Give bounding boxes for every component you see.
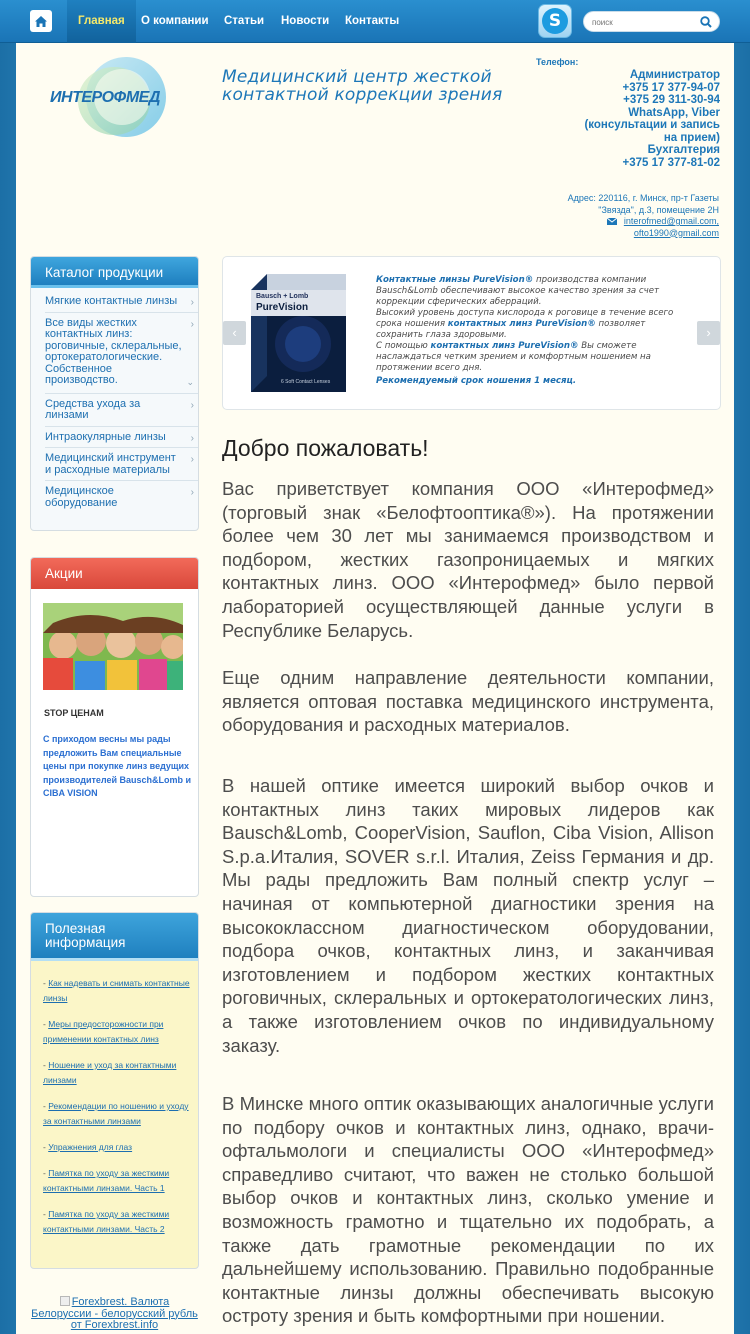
catalog-item-label: Медицинский инструмент и расходные материалы [45,452,176,476]
site-tagline [222,68,522,104]
catalog-item-label: Средства ухода за линзами [45,397,141,421]
forex-banner-link[interactable] [30,1296,199,1332]
catalog-title: Каталог продукции [31,257,198,288]
search-button[interactable] [699,15,713,29]
useful-link[interactable]: Памятка по уходу за жесткими контактными линзами. Часть 1 [43,1168,170,1193]
useful-link[interactable]: Памятка по уходу за жесткими контактными линзами. Часть 2 [43,1209,170,1234]
services-paragraph: В нашей оптике имеется широкий выбор очков и контактных линз таких мировых лидеров как Bausch&Lomb, CooperVision, Sauflon, Ciba Vision, Allison S.p.a.Италия, SOVER s.r.l. Италия, Zeiss Германия и др. Мы рады предложить Вам полный спектр услуг – начиная от компьютерной диагностики зрения на высококлассном диагностическом оборудовании, подбора очков, контактных линз, и заканчивая изготовлением и подбором жестких контактных роговичных, склеральных и ортокератологических линз, а также изготовлением очков по индивидуальному заказу. [222,775,714,1056]
slider-next-button[interactable] [697,321,720,345]
chevron-right-icon: › [190,487,194,498]
catalog-item-label: Интраокулярные линзы [45,430,166,443]
useful-link[interactable]: Ношение и уход за контактными линзами [43,1060,177,1085]
catalog-box [30,256,199,531]
email-link-2[interactable]: ofto1990@gmail.com [633,227,719,238]
intro-paragraph-2: Еще одним направление деятельности компании, является оптовая поставка медицинского инструмента, оборудования и расходных материалов. [222,667,714,736]
home-button[interactable] [30,10,52,32]
address-line: Адрес: 220116, г. Минск, пр-т Газеты [567,193,719,203]
catalog-item-label: Все виды жестких контактных линз: роговичные, склеральные, ортокератологические. Собственное производство. [45,316,182,386]
useful-link[interactable]: Как надевать и снимать контактные линзы [43,978,190,1003]
home-icon [34,15,48,28]
nav-item-articles[interactable]: Статьи [224,15,265,27]
catalog-item-label: Медицинское оборудование [45,485,118,509]
slide-text-part: Вы сможете наслаждаться четким зрением и комфортным ношением на протяжении всего дня. [376,341,651,373]
useful-info-title: Полезная информация [31,913,198,961]
slide-text-part: С помощью [376,341,431,351]
contact-line: +375 17 377-81-02 [622,156,720,169]
phone-label: Телефон: [536,57,579,67]
box-name: PureVision [256,302,309,313]
top-navigation [0,0,750,43]
contact-line: WhatsApp, Viber [628,106,720,119]
search-icon [699,15,713,29]
box-brand: Bausch + Lomb [256,293,309,300]
search-form [583,11,720,32]
contact-line: +375 29 311-30-94 [623,94,720,106]
search-input[interactable] [592,14,692,30]
slide-text-part: Высокий уровень доступа кислорода к роговице в течение всего срока ношения [376,308,674,329]
list-item: - Памятка по уходу за жесткими контактными линзами. Часть 2 [43,1209,170,1234]
list-item: - Меры предосторожности при применении контактных линз [43,1019,164,1044]
promo-link[interactable]: С приходом весны мы рады предложить Вам специальные цены при покупке линз ведущих производителей Bausch&Lomb и CIBA VISION [43,734,192,798]
slide-note: Рекомендуемый срок ношения 1 месяц. [376,376,577,386]
nav-item-home[interactable]: Главная [67,0,136,43]
catalog-item-rigid-lenses[interactable] [45,313,198,394]
promo-title: STOP ЦЕНАМ [44,708,104,718]
catalog-item-equipment[interactable] [45,481,198,513]
catalog-item-instruments[interactable] [45,448,198,481]
contact-line: (консультации и запись [584,119,720,131]
contact-block [545,69,720,169]
slide-text-part: позволяет сохранить глаза здоровыми. [376,319,646,340]
useful-link[interactable]: Меры предосторожности при применении контактных линз [43,1019,164,1044]
intro-paragraph: Вас приветствует компания ООО «Интерофмед» (торговый знак «Белофтооптика®»). На протяжении более чем 30 лет мы занимаемся производством и подбором, жестких газопроницаемых и мягких контактных линз. ООО «Интерофмед» было первой лабораторией осуществляющей данные услуги в Республике Беларусь. [222,478,714,641]
catalog-item-care-products[interactable] [45,394,198,427]
chevron-left-icon: ‹ [232,325,237,340]
nav-item-contacts[interactable]: Контакты [345,15,400,27]
slide-highlight: Контактные линзы PureVision® [376,275,534,285]
envelope-icon [607,218,617,225]
site-logo[interactable] [48,55,183,140]
chevron-right-icon: › [706,325,711,340]
broken-image-icon [60,1296,70,1306]
skype-button[interactable] [538,4,572,38]
slide-image [251,272,346,392]
catalog-item-intraocular[interactable] [45,427,198,449]
chevron-right-icon: › [190,454,194,465]
list-item: - Как надевать и снимать контактные линзы [43,978,190,1003]
page-panel [16,43,734,1334]
forex-text: Forexbrest. Валюта Белоруссии - белорусский рубль от Forexbrest.info [31,1296,198,1331]
promos-title: Акции [31,558,198,589]
useful-info-box [30,912,199,1269]
promo-image[interactable] [43,603,183,690]
skype-icon: S [542,8,568,34]
list-item: - Памятка по уходу за жесткими контактными линзами. Часть 1 [43,1168,170,1193]
logo-text: ИНТЕРОФМЕД [50,89,160,106]
useful-link[interactable]: Рекомендации по ношению и уходу за контактными линзами [43,1101,189,1126]
product-slider [222,256,721,410]
selection-paragraph: В Минске много оптик оказывающих аналогичные услуги по подбору очков и контактных линз, однако, врачи-офтальмологи и специалисты ООО «Интерофмед» справедливо считают, что важен не столько большой выбор очков и контактных линз, сколько умение и возможность грамотно и тщательно их подобрать, а также дать грамотные рекомендации по их дальнейшему использованию. Правильно подобранные контактные линзы должны обеспечивать высокую остроту зрения и быть комфортными при ношении. [222,1093,714,1327]
catalog-item-soft-lenses[interactable] [45,291,198,313]
slide-highlight: контактных линз PureVision® [430,341,579,351]
list-item: - Ношение и уход за контактными линзами [43,1060,177,1085]
promos-box [30,557,199,897]
page-title: Добро пожаловать! [222,435,429,461]
address-block [529,193,719,239]
slide-highlight: контактных линз PureVision® [447,319,596,329]
chevron-right-icon: › [190,432,194,444]
chevron-right-icon: › [190,297,194,308]
useful-link[interactable]: Упражнения для глаз [48,1142,133,1152]
tagline-line-2: контактной коррекции зрения [222,85,503,105]
contact-line: Администратор [629,69,720,81]
address-line: "Звязда", д.3, помещение 2Н [598,204,719,215]
contact-line: на прием) [663,131,720,144]
list-item: - Рекомендации по ношению и уходу за контактными линзами [43,1101,189,1126]
email-link-1[interactable]: interofmed@gmail.com, [623,216,719,226]
slide-text-part: производства компании Bausch&Lomb обеспечивают высокое качество зрения за счет коррекции сферических аберраций. [376,275,659,307]
nav-item-news[interactable]: Новости [281,15,330,27]
contact-line: +375 17 377-94-07 [622,81,720,94]
list-item: - Упражнения для глаз [43,1142,133,1152]
contact-line: Бухгалтерия [647,144,720,156]
chevron-down-icon: ⌄ [186,377,194,387]
nav-item-about[interactable]: О компании [141,15,209,27]
chevron-right-icon: › [190,399,194,411]
slide-text [376,275,691,387]
tagline-line-1: Медицинский центр жесткой [222,67,492,87]
chevron-right-icon: › [190,318,194,330]
box-note: 6 Soft Contact Lenses [281,379,331,385]
catalog-item-label: Мягкие контактные линзы [45,295,178,307]
slider-prev-button[interactable] [223,321,246,345]
